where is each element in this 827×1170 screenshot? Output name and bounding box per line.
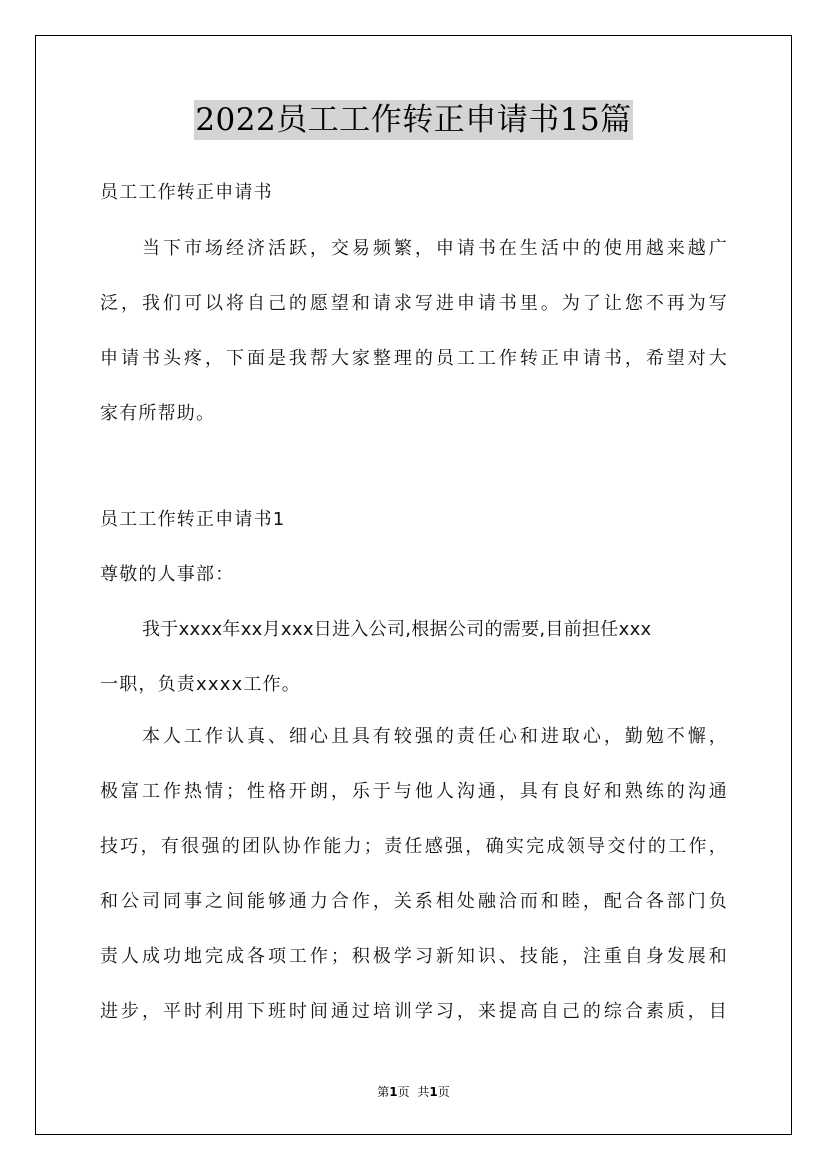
document-title: 2022员工工作转正申请书15篇: [195, 102, 632, 138]
intro-line-1: 当下市场经济活跃，交易频繁，申请书在生活中的使用越来越广: [142, 238, 728, 259]
para1-line-2: 一职，负责xxxx工作。: [100, 674, 302, 695]
intro-line-2: 泛，我们可以将自己的愿望和请求写进申请书里。为了让您不再为写: [100, 293, 728, 314]
para2-line-6: 进步，平时利用下班时间通过培训学习，来提高自己的综合素质，目: [100, 1001, 728, 1022]
para1-line-1: 我于xxxx年xx月xxx日进入公司,根据公司的需要,目前担任xxx: [142, 619, 652, 640]
heading-intro: 员工工作转正申请书: [100, 182, 273, 203]
title-container: [0, 100, 827, 140]
footer-page-number: 1: [389, 1085, 398, 1099]
para2-line-2: 极富工作热情；性格开朗，乐于与他人沟通，具有良好和熟练的沟通: [100, 781, 728, 802]
footer-total-prefix: 共: [417, 1085, 430, 1099]
footer-total-number: 1: [429, 1085, 438, 1099]
para2-line-5: 责人成功地完成各项工作；积极学习新知识、技能，注重自身发展和: [100, 946, 728, 967]
para2-line-4: 和公司同事之间能够通力合作，关系相处融洽而和睦，配合各部门负: [100, 891, 728, 912]
footer-page-suffix: 页: [397, 1085, 410, 1099]
page-footer: [0, 1083, 827, 1100]
para2-line-1: 本人工作认真、细心且具有较强的责任心和进取心，勤勉不懈，: [142, 726, 728, 747]
footer-page-prefix: 第: [377, 1085, 390, 1099]
heading-1: 员工工作转正申请书1: [100, 509, 286, 530]
intro-line-4: 家有所帮助。: [100, 403, 216, 424]
salutation: 尊敬的人事部：: [100, 564, 235, 585]
intro-line-3: 申请书头疼，下面是我帮大家整理的员工工作转正申请书，希望对大: [100, 348, 728, 369]
footer-total-suffix: 页: [437, 1085, 450, 1099]
para2-line-3: 技巧，有很强的团队协作能力；责任感强，确实完成领导交付的工作，: [100, 836, 728, 857]
